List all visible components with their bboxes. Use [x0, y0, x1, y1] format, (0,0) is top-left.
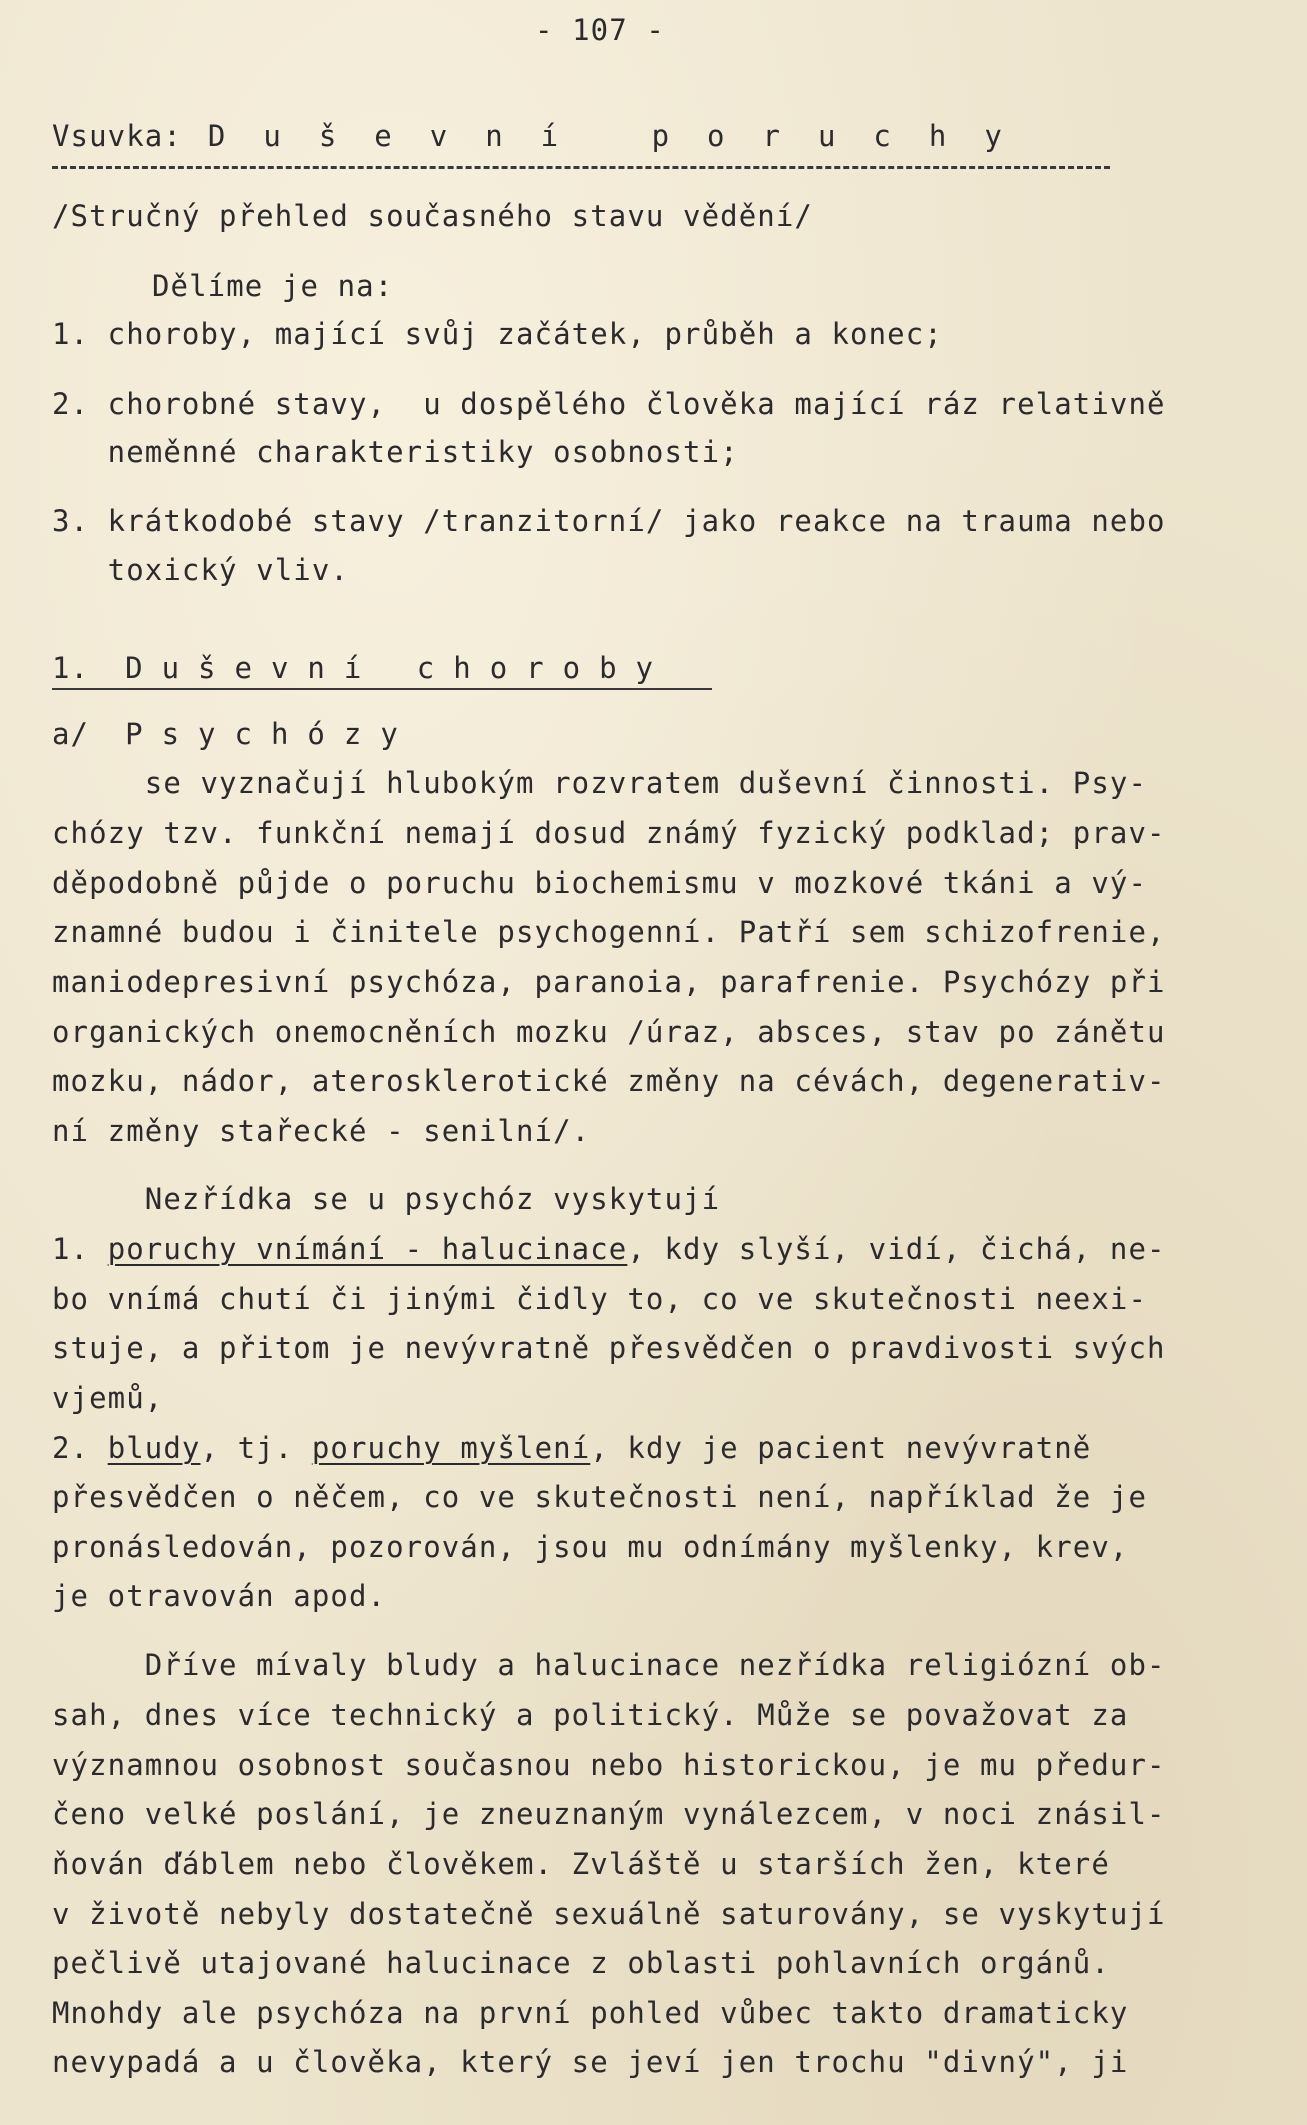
paragraph1-line: se vyznačují hlubokým rozvratem duševní činnosti. Psy-: [52, 766, 1148, 800]
paragraph1-line: znamné budou i činitele psychogenní. Patří sem schizofrenie,: [52, 915, 1166, 949]
paragraph3-line: Dříve mívaly bludy a halucinace nezřídka religiózní ob-: [52, 1648, 1166, 1682]
subsection-heading: [52, 716, 417, 752]
list2-item-2-number: 2.: [52, 1431, 90, 1465]
page-number: - 107 -: [535, 13, 665, 47]
list2-item-2-cont: přesvědčen o něčem, co ve skutečnosti není, například že je: [52, 1480, 1148, 1514]
section-number: 1.: [52, 651, 90, 685]
section-title: Duševní choroby: [125, 651, 673, 685]
paragraph3-line: čeno velké poslání, je zneuznaným vynálezcem, v noci znásil-: [52, 1797, 1166, 1831]
insert-subtitle: /Stručný přehled současného stavu vědění/: [52, 199, 813, 233]
paragraph3-line: pečlivě utajované halucinace z oblasti pohlavních orgánů.: [52, 1946, 1110, 1980]
list2-item-1-rest: , kdy slyší, vidí, čichá, ne-: [627, 1232, 1166, 1266]
list2-item-1: [52, 1231, 1166, 1267]
paragraph3-line: v životě nebyly dostatečně sexuálně saturovány, se vyskytují: [52, 1897, 1166, 1931]
paragraph1-line: mozku, nádor, aterosklerotické změny na cévách, degenerativ-: [52, 1064, 1166, 1098]
paragraph3-line: Mnohdy ale psychóza na první pohled vůbec takto dramaticky: [52, 1996, 1129, 2030]
list2-item-2-cont: je otravován apod.: [52, 1579, 387, 1613]
division-intro: Dělíme je na:: [152, 269, 394, 303]
list2-item-2-cont: pronásledován, pozorován, jsou mu odnímány myšlenky, krev,: [52, 1530, 1129, 1564]
list2-item-1-cont: bo vnímá chutí či jinými čidly to, co ve skutečnosti neexi-: [52, 1282, 1148, 1316]
section-underline: [52, 688, 712, 690]
paragraph1-line: děpodobně půjde o poruchu biochemismu v mozkové tkáni a vý-: [52, 866, 1148, 900]
list2-item-1-term: poruchy vnímání - halucinace: [107, 1232, 628, 1266]
paragraph3-line: významnou osobnost současnou nebo historickou, je mu předur-: [52, 1748, 1166, 1782]
insert-heading: [52, 118, 1040, 154]
list2-item-2-rest: , kdy je pacient nevývratně: [590, 1431, 1092, 1465]
subsection-label: a/: [52, 717, 90, 751]
list2-item-2-middle: , tj.: [200, 1431, 312, 1465]
paragraph1-line: organických onemocněních mozku /úraz, absces, stav po zánětu: [52, 1015, 1166, 1049]
list2-item-2-term-b: poruchy myšlení: [311, 1431, 591, 1465]
division-item-2-cont: neměnné charakteristiky osobnosti;: [52, 435, 739, 469]
division-item-3-cont: toxický vliv.: [52, 553, 349, 587]
insert-label: Vsuvka:: [52, 119, 182, 153]
paragraph3-line: nevypadá a u člověka, který se jeví jen trochu "divný", ji: [52, 2045, 1129, 2079]
paragraph1-line: ní změny stařecké - senilní/.: [52, 1114, 591, 1148]
list2-item-2-term-a: bludy: [107, 1431, 201, 1465]
paragraph3-line: sah, dnes více technický a politický. Může se považovat za: [52, 1698, 1129, 1732]
paragraph2-intro: Nezřídka se u psychóz vyskytují: [52, 1182, 721, 1216]
subsection-title: Psychózy: [125, 717, 417, 751]
division-item-2: 2. chorobné stavy, u dospělého člověka mající ráz relativně: [52, 387, 1166, 421]
division-item-1: 1. choroby, mající svůj začátek, průběh a konec;: [52, 317, 943, 351]
paragraph1-line: chózy tzv. funkční nemají dosud známý fyzický podklad; prav-: [52, 816, 1166, 850]
section-heading: [52, 650, 672, 686]
heading-dashed-rule: [52, 166, 1110, 169]
list2-item-1-number: 1.: [52, 1232, 90, 1266]
paragraph3-line: ňován ďáblem nebo člověkem. Zvláště u starších žen, které: [52, 1847, 1110, 1881]
division-item-3: 3. krátkodobé stavy /tranzitorní/ jako reakce na trauma nebo: [52, 504, 1166, 538]
list2-item-2: [52, 1430, 1091, 1466]
paragraph1-line: maniodepresivní psychóza, paranoia, parafrenie. Psychózy při: [52, 965, 1166, 999]
insert-title: Duševní poruchy: [207, 119, 1040, 153]
list2-item-1-cont: stuje, a přitom je nevývratně přesvědčen o pravdivosti svých: [52, 1331, 1166, 1365]
list2-item-1-cont: vjemů,: [52, 1381, 164, 1415]
